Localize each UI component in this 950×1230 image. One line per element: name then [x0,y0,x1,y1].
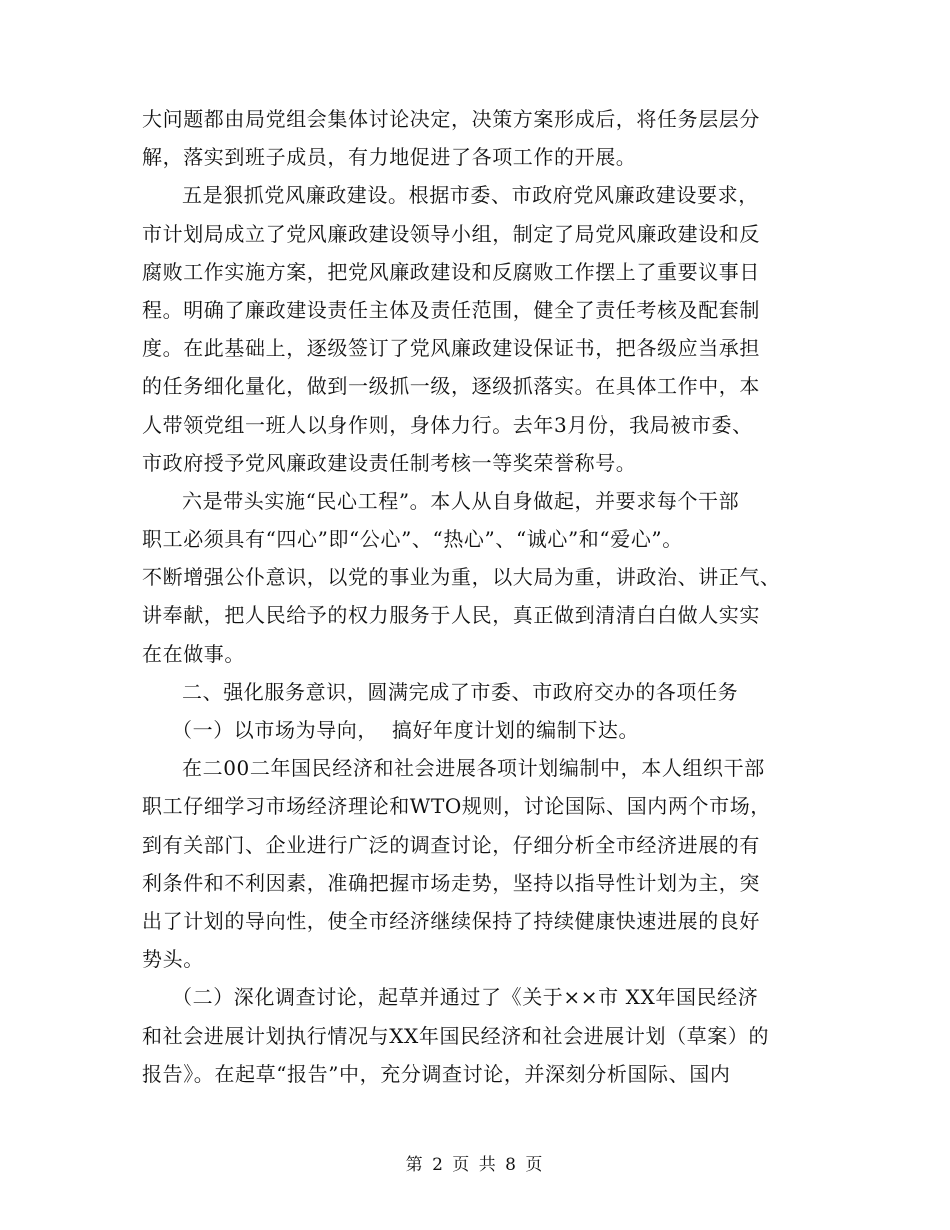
text-line: 的任务细化量化，做到一级抓一级，逐级抓落实。在具体工作中，本 [142,374,760,399]
text-line: 出了计划的导向性，使全市经济继续保持了持续健康快速进展的良好 [142,908,760,933]
text-line: 在在做事。 [142,641,245,666]
text-line: 职工仔细学习市场经济理论和WTO规则，讨论国际、国内两个市场， [142,794,771,819]
text-line: 不断增强公仆意识，以党的事业为重，以大局为重，讲政治、讲正气、 [142,565,781,590]
text-line: 利条件和不利因素，准确把握市场走势，坚持以指导性计划为主，突 [142,870,760,895]
page-number-footer: 第 2 页 共 8 页 [405,1155,545,1175]
text-line: 势头。 [142,947,204,972]
text-line: 解，落实到班子成员，有力地促进了各项工作的开展。 [142,145,637,170]
text-line: 人带领党组一班人以身作则，身体力行。去年3月份，我局被市委、 [142,412,753,437]
text-line: 和社会进展计划执行情况与XX年国民经济和社会进展计划（草案）的 [142,1023,770,1048]
text-line: 市计划局成立了党风廉政建设领导小组，制定了局党风廉政建设和反 [142,221,760,246]
text-line: 报告》。在起草“报告”中，充分调查讨论，并深刻分析国际、国内 [142,1061,731,1086]
text-line: 职工必须具有“四心”即“公心”、“热心”、“诚心”和“爱心”。 [142,527,683,552]
text-line: 腐败工作实施方案，把党风廉政建设和反腐败工作摆上了重要议事日 [142,259,760,284]
text-line: 程。明确了廉政建设责任主体及责任范围，健全了责任考核及配套制 [142,297,760,322]
paragraph-start-line: 在二00二年国民经济和社会进展各项计划编制中，本人组织干部 [182,756,765,781]
subsection-heading: （一）以市场为导向， 搞好年度计划的编制下达。 [172,718,640,742]
text-line: 度。在此基础上，逐级签订了党风廉政建设保证书，把各级应当承担 [142,336,760,361]
text-line: 市政府授予党风廉政建设责任制考核一等奖荣誉称号。 [142,450,637,475]
paragraph-start-line: 六是带头实施“民心工程”。本人从自身做起，并要求每个干部 [182,488,740,513]
section-heading: 二、强化服务意识，圆满完成了市委、市政府交办的各项任务 [182,679,739,704]
text-line: 大问题都由局党组会集体讨论决定，决策方案形成后，将任务层层分 [142,107,760,131]
text-line: 讲奉献，把人民给予的权力服务于人民，真正做到清清白白做人实实 [142,603,760,628]
paragraph-start-line: 五是狠抓党风廉政建设。根据市委、市政府党风廉政建设要求， [182,183,759,208]
text-line: 到有关部门、企业进行广泛的调查讨论，仔细分析全市经济进展的有 [142,832,760,857]
subsection-heading: （二）深化调查讨论，起草并通过了《关于××市 XX年国民经济 [172,985,759,1010]
document-body [142,100,822,1093]
